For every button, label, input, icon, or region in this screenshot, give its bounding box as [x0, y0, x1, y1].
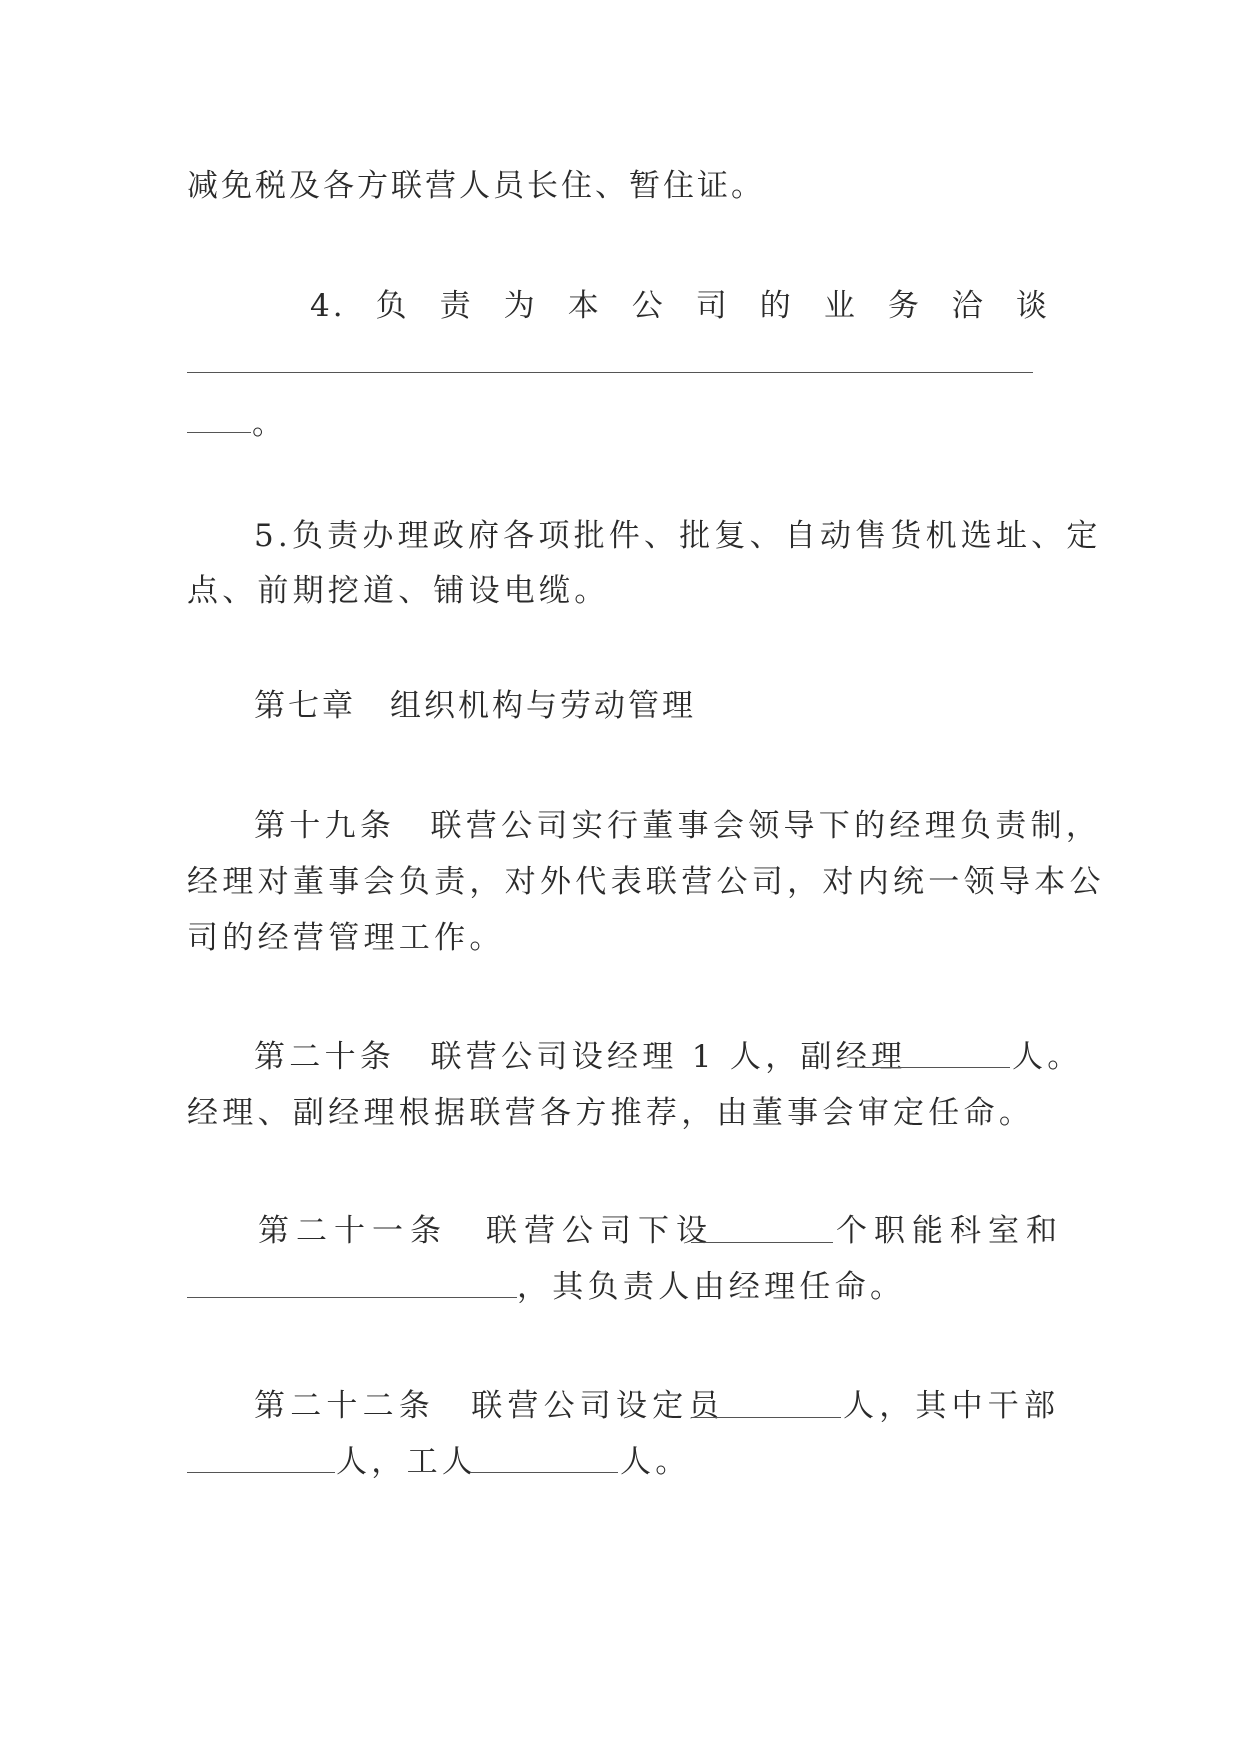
text-line: 司的经营管理工作。 [187, 920, 505, 956]
justified-char: 的 [759, 288, 794, 324]
blank-fill-line [187, 1297, 517, 1298]
paragraph-continuation [187, 166, 765, 206]
item-4-tail [252, 404, 286, 444]
text-line: 人，其中干部 [843, 1388, 1061, 1424]
text-line: 人。 [620, 1444, 691, 1480]
text-line: 个职能科室和 [836, 1213, 1064, 1249]
text-line: 减免税及各方联营人员长住、暂住证。 [187, 168, 765, 204]
article-19-line-3 [187, 918, 505, 958]
text-line: ，其负责人由经理任命。 [517, 1269, 906, 1305]
article-21-line-1-b [836, 1211, 1064, 1251]
article-22-line-1-a [254, 1386, 725, 1426]
article-19-line-2 [187, 862, 1105, 902]
item-5-line-2 [187, 571, 609, 611]
blank-fill-line [691, 1417, 841, 1418]
article-20-line-1-b [1012, 1037, 1083, 1077]
justified-char: 司 [695, 288, 730, 324]
justified-char: 4. [310, 288, 346, 324]
text-line: 经理、副经理根据联营各方推荐，由董事会审定任命。 [187, 1095, 1035, 1131]
text-line: 点、前期挖道、铺设电缆。 [187, 573, 610, 609]
article-20-line-2 [187, 1093, 1034, 1133]
article-21-line-2 [517, 1267, 905, 1307]
chapter-heading [254, 686, 696, 726]
justified-char: 谈 [1015, 288, 1050, 324]
blank-fill-line [187, 432, 251, 433]
blank-fill-line [187, 372, 1033, 373]
item-4-line [310, 286, 1050, 326]
justified-char: 业 [823, 288, 858, 324]
text-line: 人。 [1012, 1039, 1083, 1075]
justified-char: 洽 [951, 288, 986, 324]
text-line: 第七章 组织机构与劳动管理 [254, 688, 696, 724]
blank-fill-line [187, 1472, 335, 1473]
justified-char: 公 [631, 288, 666, 324]
justified-char: 为 [503, 288, 538, 324]
article-22-line-2-a [336, 1442, 477, 1482]
article-22-line-2-b [620, 1442, 691, 1482]
text-line: 第二十条 联营公司设经理 1 人，副经理 [254, 1039, 907, 1075]
justified-char: 务 [887, 288, 922, 324]
text-line: 第二十二条 联营公司设定员 [254, 1388, 725, 1424]
text-line: 5.负责办理政府各项批件、批复、自动售货机选址、定 [254, 518, 1102, 554]
text-line: 人，工人 [336, 1444, 478, 1480]
article-20-line-1-a [254, 1037, 906, 1077]
article-19-line-1 [254, 806, 1101, 846]
blank-fill-line [470, 1472, 618, 1473]
blank-fill-line [691, 1242, 833, 1243]
justified-char: 责 [439, 288, 474, 324]
text-line: 。 [252, 406, 286, 442]
article-21-line-1-a [258, 1211, 714, 1251]
blank-fill-line [860, 1067, 1010, 1068]
justified-char: 本 [567, 288, 602, 324]
text-line: 经理对董事会负责，对外代表联营公司，对内统一领导本公 [187, 864, 1105, 900]
article-22-line-1-b [843, 1386, 1060, 1426]
justified-char: 负 [375, 288, 410, 324]
text-line: 第十九条 联营公司实行董事会领导下的经理负责制， [254, 808, 1102, 844]
text-line: 第二十一条 联营公司下设 [258, 1213, 714, 1249]
item-5-line-1 [254, 516, 1102, 556]
